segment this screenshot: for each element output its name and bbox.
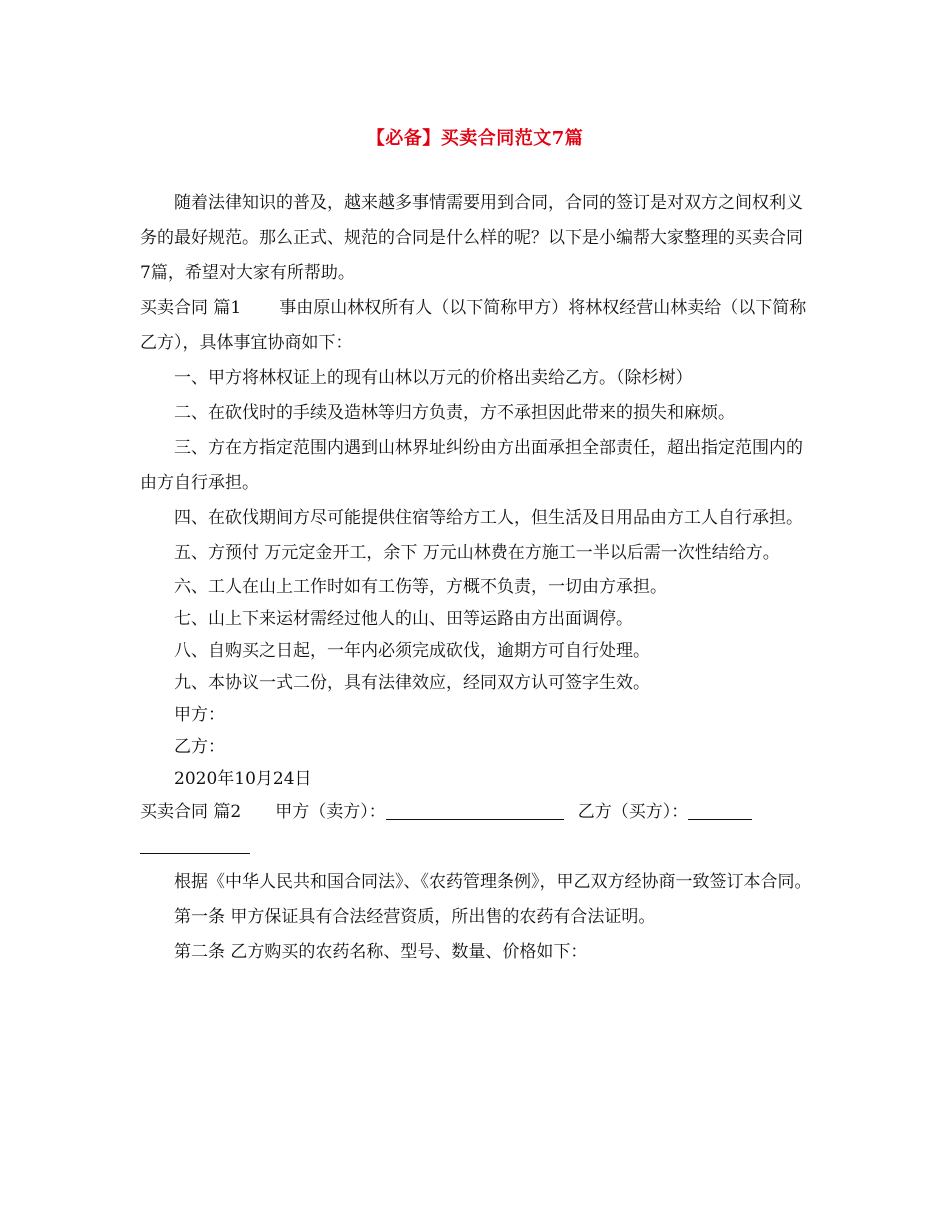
section1-clause-1: 一、甲方将林权证上的现有山林以万元的价格出卖给乙方。（除杉树） (174, 368, 693, 388)
party-b-blank-line-2 (140, 852, 250, 854)
section1-clause-7: 七、山上下来运材需经过他人的山、田等运路由方出面调停。 (174, 609, 633, 629)
section1-clause-6: 六、工人在山上工作时如有工伤等，方概不负责，一切由方承担。 (174, 577, 667, 597)
section1-clause-2: 二、在砍伐时的手续及造林等归方负责，方不承担因此带来的损失和麻烦。 (174, 403, 735, 423)
party-b-blank-continuation (140, 830, 812, 865)
intro-paragraph: 随着法律知识的普及，越来越多事情需要用到合同，合同的签订是对双方之间权利义务的最好规范。那么正式、规范的合同是什么样的呢？以下是小编帮大家整理的买卖合同7篇，希望对大家有所帮助。 (140, 193, 803, 283)
section1-clause-5: 五、方预付 万元定金开工，余下 万元山林费在方施工一半以后需一次性结给方。 (174, 543, 780, 563)
section1-date: 2020年10月24日 (174, 769, 312, 789)
section2-party-b-label: 乙方（买方）： (577, 802, 689, 822)
section2-clause-1: 根据《中华人民共和国合同法》、《农药管理条例》，甲乙双方经协商一致签订本合同。 (174, 872, 812, 892)
section1-clause-3: 三、方在方指定范围内遇到山林界址纠纷由方出面承担全部责任，超出指定范围内的由方自行承担。 (140, 438, 803, 493)
section2-clause-2: 第一条 甲方保证具有合法经营资质，所出售的农药有合法证明。 (174, 907, 656, 927)
section1-heading: 买卖合同 篇1 (140, 298, 242, 318)
section1-clause-4: 四、在砍伐期间方尽可能提供住宿等给方工人，但生活及日用品由方工人自行承担。 (174, 508, 803, 528)
section1-lead-paragraph (140, 291, 812, 361)
section2-clause-3: 第二条 乙方购买的农药名称、型号、数量、价格如下： (174, 942, 588, 962)
section1-clause-8: 八、自购买之日起，一年内必须完成砍伐，逾期方可自行处理。 (174, 641, 650, 661)
party-b-blank-line (688, 818, 752, 820)
section2-party-a-label: 甲方（卖方）： (275, 802, 386, 822)
document-body (140, 186, 812, 970)
document-title: 【必备】买卖合同范文7篇 (366, 128, 584, 149)
section1-clause-9: 九、本协议一式二份，具有法律效应，经同双方认可签字生效。 (174, 673, 650, 693)
section1-party-a: 甲方： (174, 705, 225, 725)
section2-parties-line (140, 795, 812, 830)
section1-lead: 事由原山林权所有人（以下简称甲方）将林权经营山林卖给（以下简称乙方），具体事宜协商如下： (140, 298, 807, 353)
section2-heading: 买卖合同 篇2 (140, 802, 242, 822)
party-a-blank-line (386, 818, 564, 820)
section1-party-b: 乙方： (174, 737, 225, 757)
